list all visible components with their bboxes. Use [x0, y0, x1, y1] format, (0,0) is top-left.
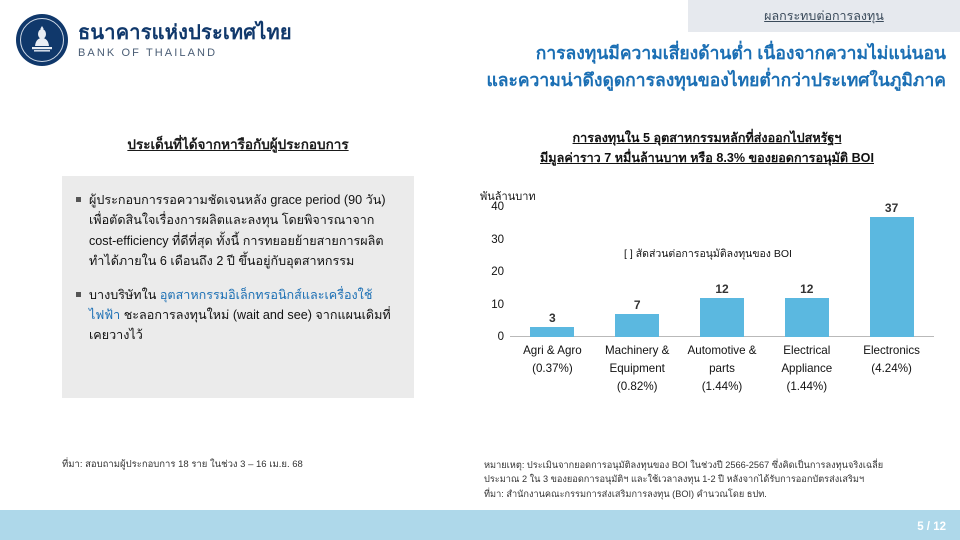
left-source-note: ที่มา: สอบถามผู้ประกอบการ 18 ราย ในช่วง 3 – 16 เม.ย. 68: [62, 459, 303, 470]
chart-y-tick: 0: [497, 331, 504, 343]
bar-chart: [470, 185, 946, 425]
chart-bar-value-label: 3: [549, 311, 556, 326]
chart-bar-value-label: 12: [800, 282, 814, 296]
chart-bar-column: [510, 207, 595, 337]
chart-bar: [785, 298, 829, 337]
chart-bar: [700, 298, 744, 337]
chart-y-axis: [470, 201, 508, 343]
chart-bars: [510, 200, 934, 337]
text-run: บางบริษัทใน: [89, 287, 157, 302]
text-run: ผู้ประกอบการรอความชัดเจนหลัง grace period (90 วัน) เพื่อตัดสินใจเรื่องการผลิตและลงทุน โดยพิจารณาจาก cost-efficiency ที่ดีที่สุด ทั้งนี้ การทยอยย้ายสายการผลิตทำได้ภายใน 6 เดือนถึง 2 ปี ขึ้นอยู่กับอุตสาหกรรม: [89, 193, 386, 269]
slide-headline: [330, 40, 946, 94]
chart-title-line-2: มีมูลค่าราว 7 หมื่นล้านบาท หรือ 8.3% ของยอดการอนุมัติ BOI: [540, 151, 874, 166]
section-tab: [688, 0, 960, 32]
chart-bar-value-label: 7: [633, 298, 641, 313]
chart-title-line-1: การลงทุนใน 5 อุตสาหกรรมหลักที่ส่งออกไปสหรัฐฯ: [572, 131, 842, 145]
chart-bar: [870, 217, 914, 337]
right-source-note: [484, 458, 946, 501]
left-panel-title: ประเด็นที่ได้จากหารือกับผู้ประกอบการ: [127, 137, 349, 152]
chart-x-tick: Agri & Agro (0.37%): [523, 344, 582, 375]
chart-bar-column: [595, 207, 680, 337]
headline-line-1: การลงทุนมีความเสี่ยงด้านต่ำ เนื่องจากความไม่แน่นอน: [535, 43, 946, 63]
section-tab-label: ผลกระทบต่อการลงทุน: [764, 9, 884, 23]
page-number: 5 / 12: [917, 521, 946, 533]
bank-name-en: BANK OF THAILAND: [78, 46, 218, 59]
bullet-square-icon: [76, 292, 81, 297]
chart-legend-note: [ ] สัดส่วนต่อการอนุมัติลงทุนของ BOI: [624, 248, 792, 260]
bullet-square-icon: [76, 197, 81, 202]
chart-x-tick: Automotive & parts (1.44%): [687, 344, 757, 393]
chart-bar: [530, 327, 574, 337]
chart-bar-value-label: 12: [715, 282, 729, 296]
chart-bar-column: [764, 207, 849, 337]
left-panel-box: [62, 176, 414, 398]
chart-y-tick: 20: [491, 266, 504, 278]
chart-y-tick: 30: [491, 233, 504, 246]
text-run-highlight: อุตสาหกรรมอิเล็กทรอนิกส์และเครื่องใช้ไฟฟ้า: [89, 287, 373, 322]
chart-y-axis-unit: พันล้านบาท: [480, 191, 536, 203]
chart-x-tick: Electronics (4.24%): [863, 344, 920, 375]
bot-logo: [16, 14, 292, 66]
note-line-3: ที่มา: สำนักงานคณะกรรมการส่งเสริมการลงทุน (BOI) คำนวณโดย ธปท.: [484, 488, 767, 499]
chart-x-tick: Electrical Appliance (1.44%): [781, 344, 833, 393]
chart-bar-value-label: 37: [884, 200, 899, 215]
list-item-text: [89, 190, 398, 272]
list-item: [76, 285, 398, 346]
note-line-2: ประมาณ 2 ใน 3 ของยอดการอนุมัติฯ และใช้เวลาลงทุน 1-2 ปี หลังจากได้รับการออกบัตรส่งเสริมฯ: [484, 474, 865, 485]
chart-y-tick: 40: [491, 201, 504, 213]
bot-seal-icon: [16, 14, 68, 66]
chart-bar-column: [680, 207, 765, 337]
footer-bar: [0, 510, 960, 540]
headline-line-2: และความน่าดึงดูดการลงทุนของไทยต่ำกว่าประเทศในภูมิภาค: [486, 70, 946, 91]
chart-bar: [615, 314, 659, 337]
chart-y-tick: 10: [491, 298, 504, 311]
list-item: [76, 190, 398, 272]
chart-x-axis-labels: [510, 342, 934, 396]
note-line-1: หมายเหตุ: ประเมินจากยอดการอนุมัติลงทุนของ BOI ในช่วงปี 2566-2567 ซึ่งคิดเป็นการลงทุนจริงเฉลี่ย: [484, 460, 884, 470]
chart-bar-column: [849, 200, 934, 337]
chart-x-tick: Machinery & Equipment (0.82%): [604, 344, 670, 393]
bank-name-th: ธนาคารแห่งประเทศไทย: [78, 21, 292, 44]
list-item-text: [89, 285, 398, 346]
text-run: ชะลอการลงทุนใหม่ (wait and see) จากแผนเดิมที่เคยวางไว้: [89, 307, 391, 343]
chart-title: [468, 128, 946, 168]
